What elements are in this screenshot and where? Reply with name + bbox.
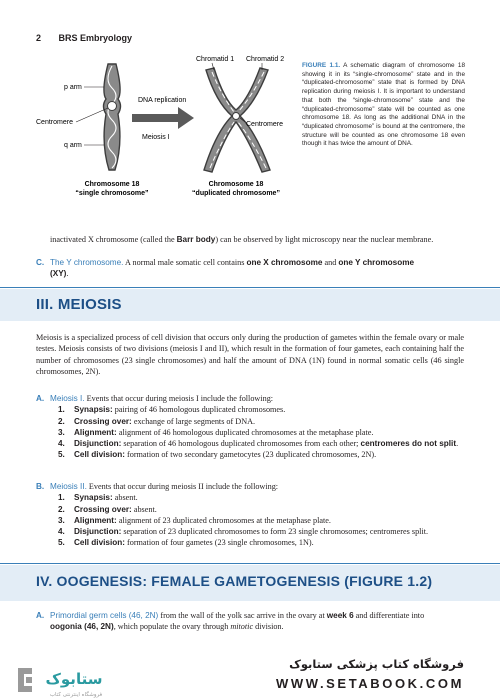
page-number: 2 (36, 33, 42, 43)
meiosis-2-section: B. Meiosis II. Events that occur during meiosis II include the following: 1. Synapsis: absent. 2. Crossing over: absent. 3. Alignment: alignment of 23 duplicated chromosomes at the metaphase plate. 4. Disjunction: separation of 23 duplicated chromosomes to form 23 single chromosomes; centromeres split. 5. Cell division: formation of four gametes (23 single chromosomes, 1N). (36, 481, 464, 549)
list-item: 2. Crossing over: exchange of large segments of DNA. (58, 416, 256, 426)
svg-text:ستابوک: ستابوک (45, 670, 103, 688)
meiosis-2-steps (36, 492, 464, 548)
y-chromosome-title: The Y chromosome. (50, 258, 124, 267)
shop-url: WWW.SETABOOK.COM (276, 676, 464, 691)
book-title: BRS Embryology (58, 33, 133, 43)
list-item: 5. Cell division: formation of four gametes (23 single chromosomes, 1N). (58, 538, 314, 548)
running-header (36, 33, 466, 47)
label-centromere-left: Centromere (36, 119, 73, 126)
left-title-line-1: Chromosome 18 (84, 181, 140, 188)
list-item: 3. Alignment: alignment of 23 duplicated chromosomes at the metaphase plate. (58, 515, 331, 525)
centromere-dot-right (233, 113, 240, 120)
label-dna-replication: DNA replication (138, 97, 187, 104)
label-q-arm: q arm (64, 142, 82, 149)
barr-body-term: Barr body (176, 235, 216, 244)
shop-title: فروشگاه کتاب پزشکی ستابوک (289, 657, 464, 671)
replication-arrow-icon (132, 107, 194, 129)
meiosis-1-steps (36, 404, 464, 460)
right-title-line-1: Chromosome 18 (208, 181, 264, 188)
label-p-arm: p arm (64, 84, 82, 91)
caption-label: FIGURE 1.1. (302, 62, 341, 69)
meiosis-2-title: Meiosis II. (50, 482, 87, 491)
meiosis-1-section: A. Meiosis I. Events that occur during meiosis I include the following: 1. Synapsis: pairing of 46 homologous duplicated chromosomes. 2. Crossing over: exchange of large segments of DNA. 3. Alignment: alignment of 46 homologous duplicated chromosomes at the metaphase plate. 4. Disjunction: separation of 46 homologous duplicated chromosomes from each other; centromeres do not split. 5. Cell division: formation of two secondary gametocytes (23 duplicated chromosomes, 2N). (36, 393, 464, 461)
list-item: 4. Disjunction: separation of 46 homologous duplicated chromosomes from each other; centromeres do not split. (58, 439, 459, 449)
setabook-logo (12, 660, 122, 700)
svg-text:فروشگاه اینترنتی کتاب: فروشگاه اینترنتی کتاب (49, 692, 103, 698)
caption-text: A schematic diagram of chromosome 18 showing it in its “single-chromosome” state and in the “duplicated-chromosome” state that is formed by DNA replication during meiosis I. It is important to understand that both the “single-chromosome” state and the “duplicated-chromosome” state will be counted as one chromosome 18. As long as the additional DNA in the “duplicated chromosome” is bound at the centromere, the structure will be counted as one chromosome 18 even though it has twice the amount of DNA. (302, 62, 465, 148)
right-title-line-2: “duplicated chromosome” (192, 190, 280, 197)
barr-body-paragraph: inactivated X chromosome (called the Barr body) can be observed by light microscopy near the nuclear membrane. (50, 235, 434, 244)
meiosis-heading-band (0, 289, 500, 321)
label-chromatid-2: Chromatid 2 (246, 56, 285, 63)
list-item: 1. Synapsis: pairing of 46 homologous duplicated chromosomes. (58, 405, 286, 415)
oogenesis-heading: IV. OOGENESIS: FEMALE GAMETOGENESIS (FIGURE 1.2) (36, 573, 433, 589)
centromere-dot-left (108, 102, 117, 111)
single-chromosome (104, 64, 121, 170)
list-item: 5. Cell division: formation of two secondary gametocytes (23 duplicated chromosomes, 2N). (58, 450, 377, 460)
list-item: 2. Crossing over: absent. (58, 504, 157, 514)
meiosis-intro: Meiosis is a specialized process of cell division that occurs only during the production of gametes within the female ovary or male testes. Meiosis consists of two divisions (meiosis I and II), which result in the formation of four gametes, each containing half the number of chromosomes (23 single chromosomes) and half the amount of DNA (1N) found in normal somatic cells (46 single chromosomes, 2N). (36, 333, 464, 376)
y-chromosome-paragraph: C. The Y chromosome. A normal male somatic cell contains one X chromosome and one Y chromosome (XY). (36, 258, 415, 279)
list-item: 3. Alignment: alignment of 46 homologous duplicated chromosomes at the metaphase plate. (58, 427, 374, 437)
label-centromere-right: Centromere (246, 121, 283, 128)
meiosis-1-title: Meiosis I. (50, 394, 85, 403)
meiosis-heading: III. MEIOSIS (36, 296, 122, 313)
label-meiosis-1: Meiosis I (142, 134, 170, 141)
duplicated-chromosome (204, 68, 270, 172)
label-chromatid-1: Chromatid 1 (196, 56, 235, 63)
primordial-germ-cells-title: Primordial germ cells (46, 2N) (50, 611, 159, 620)
list-item: 4. Disjunction: separation of 23 duplicated chromosomes to form 23 single chromosomes; centromeres split. (58, 527, 429, 537)
primordial-germ-cells-paragraph: A. Primordial germ cells (46, 2N) from the wall of the yolk sac arrive in the ovary at week 6 and differentiate into oogonia (46, 2N), which populate the ovary through mitotic division. (36, 611, 425, 632)
left-title-line-2: “single chromosome” (75, 190, 149, 197)
list-item: 1. Synapsis: absent. (58, 493, 138, 503)
oogenesis-heading-band (0, 565, 500, 601)
figure-caption (302, 62, 465, 149)
